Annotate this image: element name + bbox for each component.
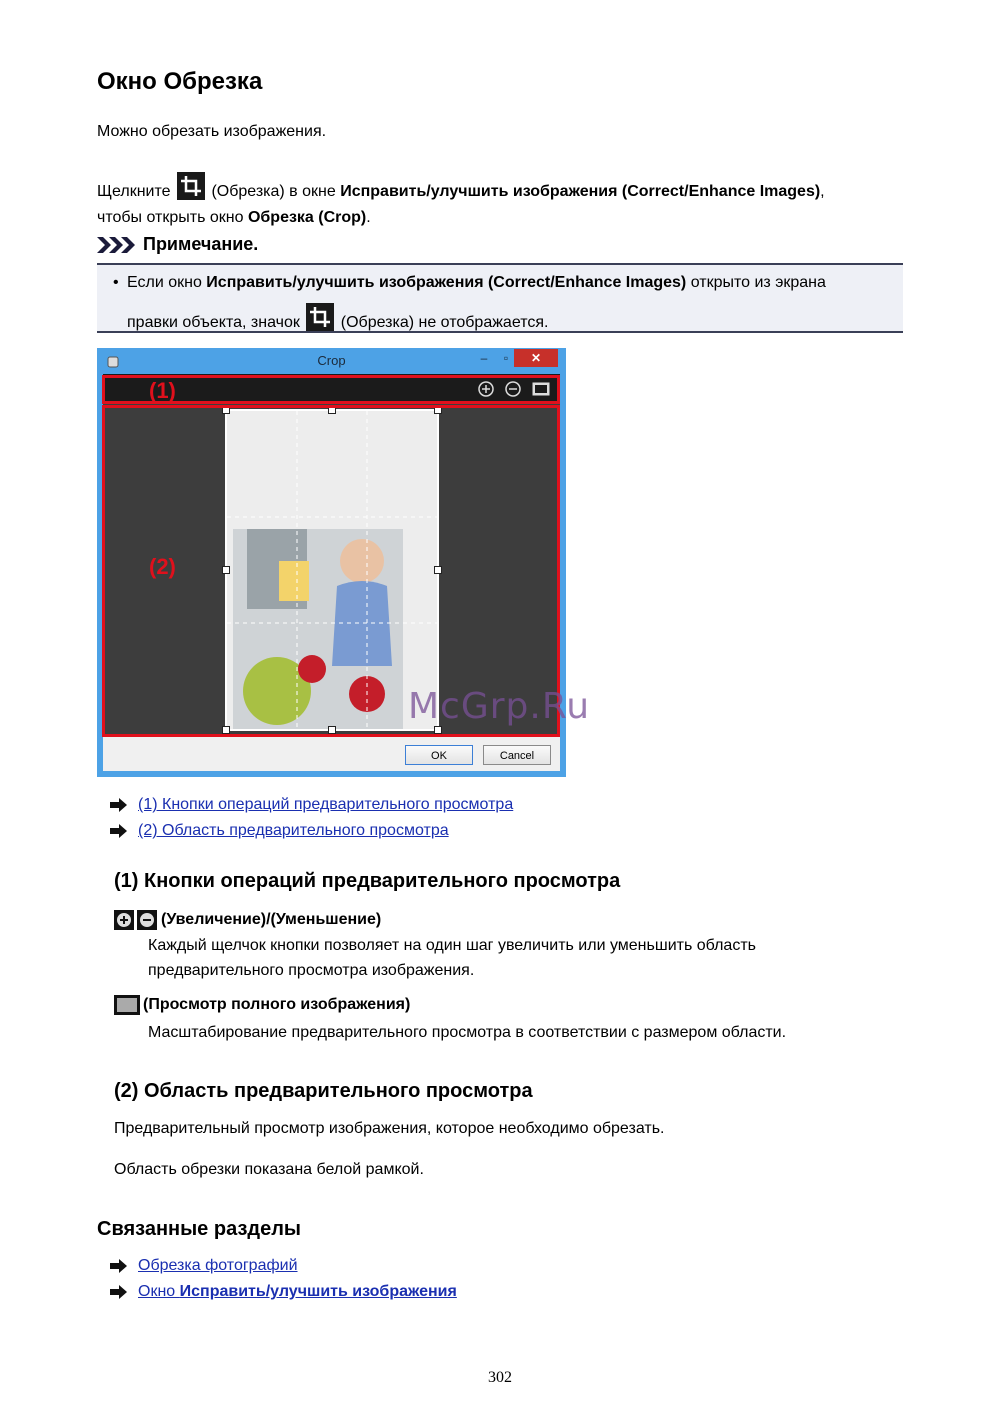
arrow-right-icon — [110, 1285, 128, 1299]
para-comma: , — [820, 183, 825, 200]
related-link-2-text[interactable]: Окно — [138, 1283, 180, 1300]
item1-line-2: предварительного просмотра изображения. — [148, 962, 475, 979]
para-text-1: Щелкните — [97, 183, 171, 200]
note-text-2b: (Обрезка) не отображается. — [340, 314, 549, 331]
window-titlebar — [97, 348, 566, 374]
section2-heading: (2) Область предварительного просмотра — [114, 1080, 533, 1102]
note-box — [97, 263, 903, 333]
para-text-2: (Обрезка) в окне — [211, 183, 336, 200]
page-title: Окно Обрезка — [97, 68, 263, 95]
related-link-1[interactable]: Обрезка фотографий — [138, 1257, 298, 1274]
related-item[interactable] — [110, 1257, 298, 1275]
section1-item1-title — [114, 910, 381, 930]
callout-label-1: (1) — [149, 378, 176, 403]
cancel-button[interactable]: Cancel — [483, 745, 551, 765]
para-period: . — [366, 209, 371, 226]
item1-line-1: Каждый щелчок кнопки позволяет на один шаг увеличить или уменьшить область — [148, 937, 756, 954]
note-dialog-name: Исправить/улучшить изображения (Correct/Enhance Images) — [206, 274, 687, 291]
toc-item[interactable] — [110, 822, 449, 840]
maximize-button[interactable]: ▫ — [503, 351, 509, 365]
note-text-1c: открыто из экрана — [690, 274, 826, 291]
related-heading: Связанные разделы — [97, 1218, 301, 1240]
close-button[interactable]: ✕ — [514, 349, 558, 367]
toc-item[interactable] — [110, 796, 513, 814]
para-dialog-name: Исправить/улучшить изображения (Correct/Enhance Images) — [340, 183, 821, 200]
crop-icon — [177, 172, 205, 200]
item1-title-text: (Увеличение)/(Уменьшение) — [161, 911, 382, 928]
ok-button[interactable]: OK — [405, 745, 473, 765]
note-bullet: • — [113, 274, 119, 291]
para-text-5: чтобы открыть окно — [97, 209, 244, 226]
section1-heading: (1) Кнопки операций предварительного просмотра — [114, 870, 621, 892]
window-title: Crop — [317, 353, 346, 368]
section2-p1: Предварительный просмотр изображения, которое необходимо обрезать. — [114, 1120, 665, 1137]
zoom-out-icon — [137, 910, 157, 930]
open-instructions — [97, 172, 897, 231]
arrow-right-icon — [110, 824, 128, 838]
page-number: 302 — [488, 1369, 512, 1386]
related-item[interactable] — [110, 1283, 457, 1301]
full-image-icon — [114, 995, 140, 1015]
arrow-right-icon — [110, 798, 128, 812]
minimize-button[interactable]: – — [480, 351, 488, 365]
zoom-in-icon — [114, 910, 134, 930]
section2-p2: Область обрезки показана белой рамкой. — [114, 1161, 424, 1178]
note-heading — [97, 234, 258, 255]
intro-text: Можно обрезать изображения. — [97, 123, 327, 140]
crop-icon — [306, 303, 334, 331]
watermark: McGrp.Ru — [408, 686, 591, 727]
note-arrows-icon — [97, 237, 137, 253]
callout-label-2: (2) — [149, 554, 176, 579]
para-window-name: Обрезка (Crop) — [247, 209, 367, 226]
item2-text: Масштабирование предварительного просмотра в соответствии с размером области. — [148, 1024, 787, 1041]
note-text-2a: правки объекта, значок — [127, 314, 300, 331]
note-text-1a: Если окно — [127, 274, 202, 291]
related-link-2-bold[interactable]: Исправить/улучшить изображения — [179, 1283, 457, 1300]
toc-link-2[interactable]: (2) Область предварительного просмотра — [138, 822, 449, 839]
toc-link-1[interactable]: (1) Кнопки операций предварительного просмотра — [138, 796, 514, 813]
note-heading-text: Примечание. — [143, 234, 259, 254]
section1-item2-title — [114, 995, 410, 1015]
note-line-1 — [127, 270, 897, 296]
item2-title-text: (Просмотр полного изображения) — [143, 996, 411, 1013]
note-line-2 — [127, 303, 548, 336]
arrow-right-icon — [110, 1259, 128, 1273]
related-link-2[interactable] — [138, 1283, 457, 1301]
